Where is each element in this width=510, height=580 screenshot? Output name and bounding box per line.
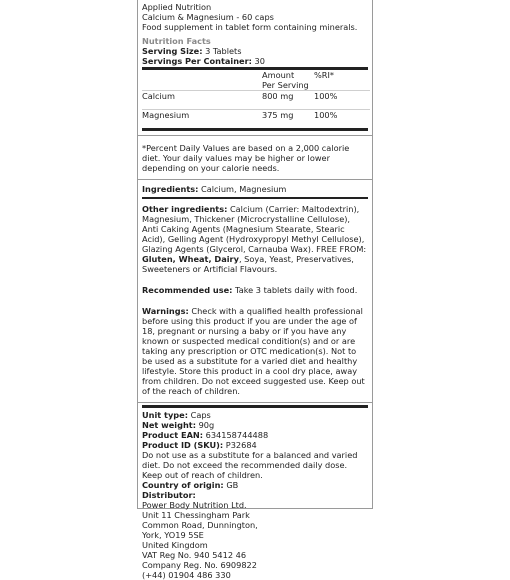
free-from-rest: , Soya, Yeast, Preservatives, Sweeteners or Artificial Flavours. — [142, 254, 354, 274]
country-of-origin — [142, 480, 368, 490]
servings-label: Servings Per Container: — [142, 56, 252, 66]
distributor-line: Power Body Nutrition Ltd. — [142, 500, 247, 510]
warnings — [142, 306, 368, 396]
daily-values-note: *Percent Daily Values are based on a 2,000 calorie diet. Your daily values may be higher or lower depending on your calorie needs. — [138, 136, 372, 180]
ingredients-section — [138, 180, 372, 403]
nutrition-facts-title: Nutrition Facts — [142, 36, 211, 46]
nutrient-amount: 800 mg — [262, 91, 314, 110]
distributor-line: VAT Reg No. 940 5412 46 — [142, 550, 247, 560]
distributor-line: York, YO19 5SE — [142, 530, 204, 540]
nutrition-row — [142, 91, 370, 110]
serving-size-value: 3 Tablets — [205, 46, 242, 56]
nutrition-bottom-rule — [142, 128, 368, 131]
usage-disclaimer: Do not use as a substitute for a balanced and varied diet. Do not exceed the recommended daily dose. Keep out of reach of children. — [142, 450, 358, 480]
recommended-use — [142, 285, 368, 295]
distributor-address — [142, 500, 368, 580]
ri-header: %RI* — [314, 70, 334, 80]
product-sku — [142, 440, 368, 450]
nutrition-table — [142, 70, 370, 128]
nutrition-table-header — [142, 70, 370, 91]
origin-value: GB — [226, 480, 239, 490]
sku-label: Product ID (SKU): — [142, 440, 224, 450]
sku-value: P32684 — [225, 440, 257, 450]
free-from-allergens: Gluten, Wheat, Dairy — [142, 254, 239, 264]
serving-size-label: Serving Size: — [142, 46, 203, 56]
recommended-use-label: Recommended use: — [142, 285, 233, 295]
nutrient-amount: 375 mg — [262, 110, 314, 129]
serving-size — [142, 46, 368, 56]
nutrient-ri: 100% — [314, 91, 370, 110]
distributor-line: Common Road, Dunnington, — [142, 520, 258, 530]
nutrient-name: Magnesium — [142, 110, 262, 129]
nutrition-row — [142, 110, 370, 129]
product-header — [138, 0, 372, 136]
servings-value: 30 — [254, 56, 265, 66]
other-ingredients-label: Other ingredients: — [142, 204, 228, 214]
ean-value: 634158744488 — [205, 430, 269, 440]
recommended-use-value: Take 3 tablets daily with food. — [235, 285, 358, 295]
ingredients-line — [142, 184, 368, 194]
brand-name: Applied Nutrition — [142, 2, 212, 12]
product-info-section — [138, 403, 372, 580]
product-ean — [142, 430, 368, 440]
unit-type-label: Unit type: — [142, 410, 188, 420]
ingredients-rule — [142, 197, 368, 199]
ean-label: Product EAN: — [142, 430, 204, 440]
distributor-line: Company Reg. No. 6909822 — [142, 560, 257, 570]
ingredients-value: Calcium, Magnesium — [201, 184, 287, 194]
servings-per-container — [142, 56, 368, 66]
net-weight-label: Net weight: — [142, 420, 196, 430]
unit-type — [142, 410, 368, 420]
distributor-line: Unit 11 Chessingham Park — [142, 510, 250, 520]
unit-type-value: Caps — [190, 410, 211, 420]
ingredients-label: Ingredients: — [142, 184, 199, 194]
nutrient-ri: 100% — [314, 110, 370, 129]
warnings-value: Check with a qualified health professional before using this product if you are under the age of 18, pregnant or nursing a baby or if you have any known or suspected medical condition(s) and or are taking any prescription or OTC medication(s). Not to be used as a substitute for a varied diet and healthy lifestyle. Store this product in a cool dry place, away from children. Do not exceed suggested use. Keep out of the reach of children. — [142, 306, 365, 396]
info-top-rule — [142, 405, 368, 408]
distributor-label: Distributor: — [142, 490, 196, 500]
origin-label: Country of origin: — [142, 480, 224, 490]
nutrient-name: Calcium — [142, 91, 262, 110]
other-ingredients-value: Calcium (Carrier: Maltodextrin), Magnesium, Thickener (Microcrystalline Cellulose), Anti Caking Agents (Magnesium Stearate, Stearic Acid), Gelling Agent (Hydroxypropyl Methyl Cellulose), Glazing Agents (Glycerol, Carnauba Wax). FREE FROM: — [142, 204, 367, 254]
product-name: Calcium & Magnesium - 60 caps — [142, 12, 274, 22]
amount-header: Amount Per Serving — [262, 70, 309, 90]
net-weight-value: 90g — [198, 420, 215, 430]
product-label — [137, 0, 373, 580]
distributor-line: United Kingdom — [142, 540, 208, 550]
product-description: Food supplement in tablet form containing minerals. — [142, 22, 358, 32]
net-weight — [142, 420, 368, 430]
other-ingredients — [142, 204, 368, 274]
distributor-line: (+44) 01904 486 330 — [142, 570, 231, 580]
warnings-label: Warnings: — [142, 306, 189, 316]
